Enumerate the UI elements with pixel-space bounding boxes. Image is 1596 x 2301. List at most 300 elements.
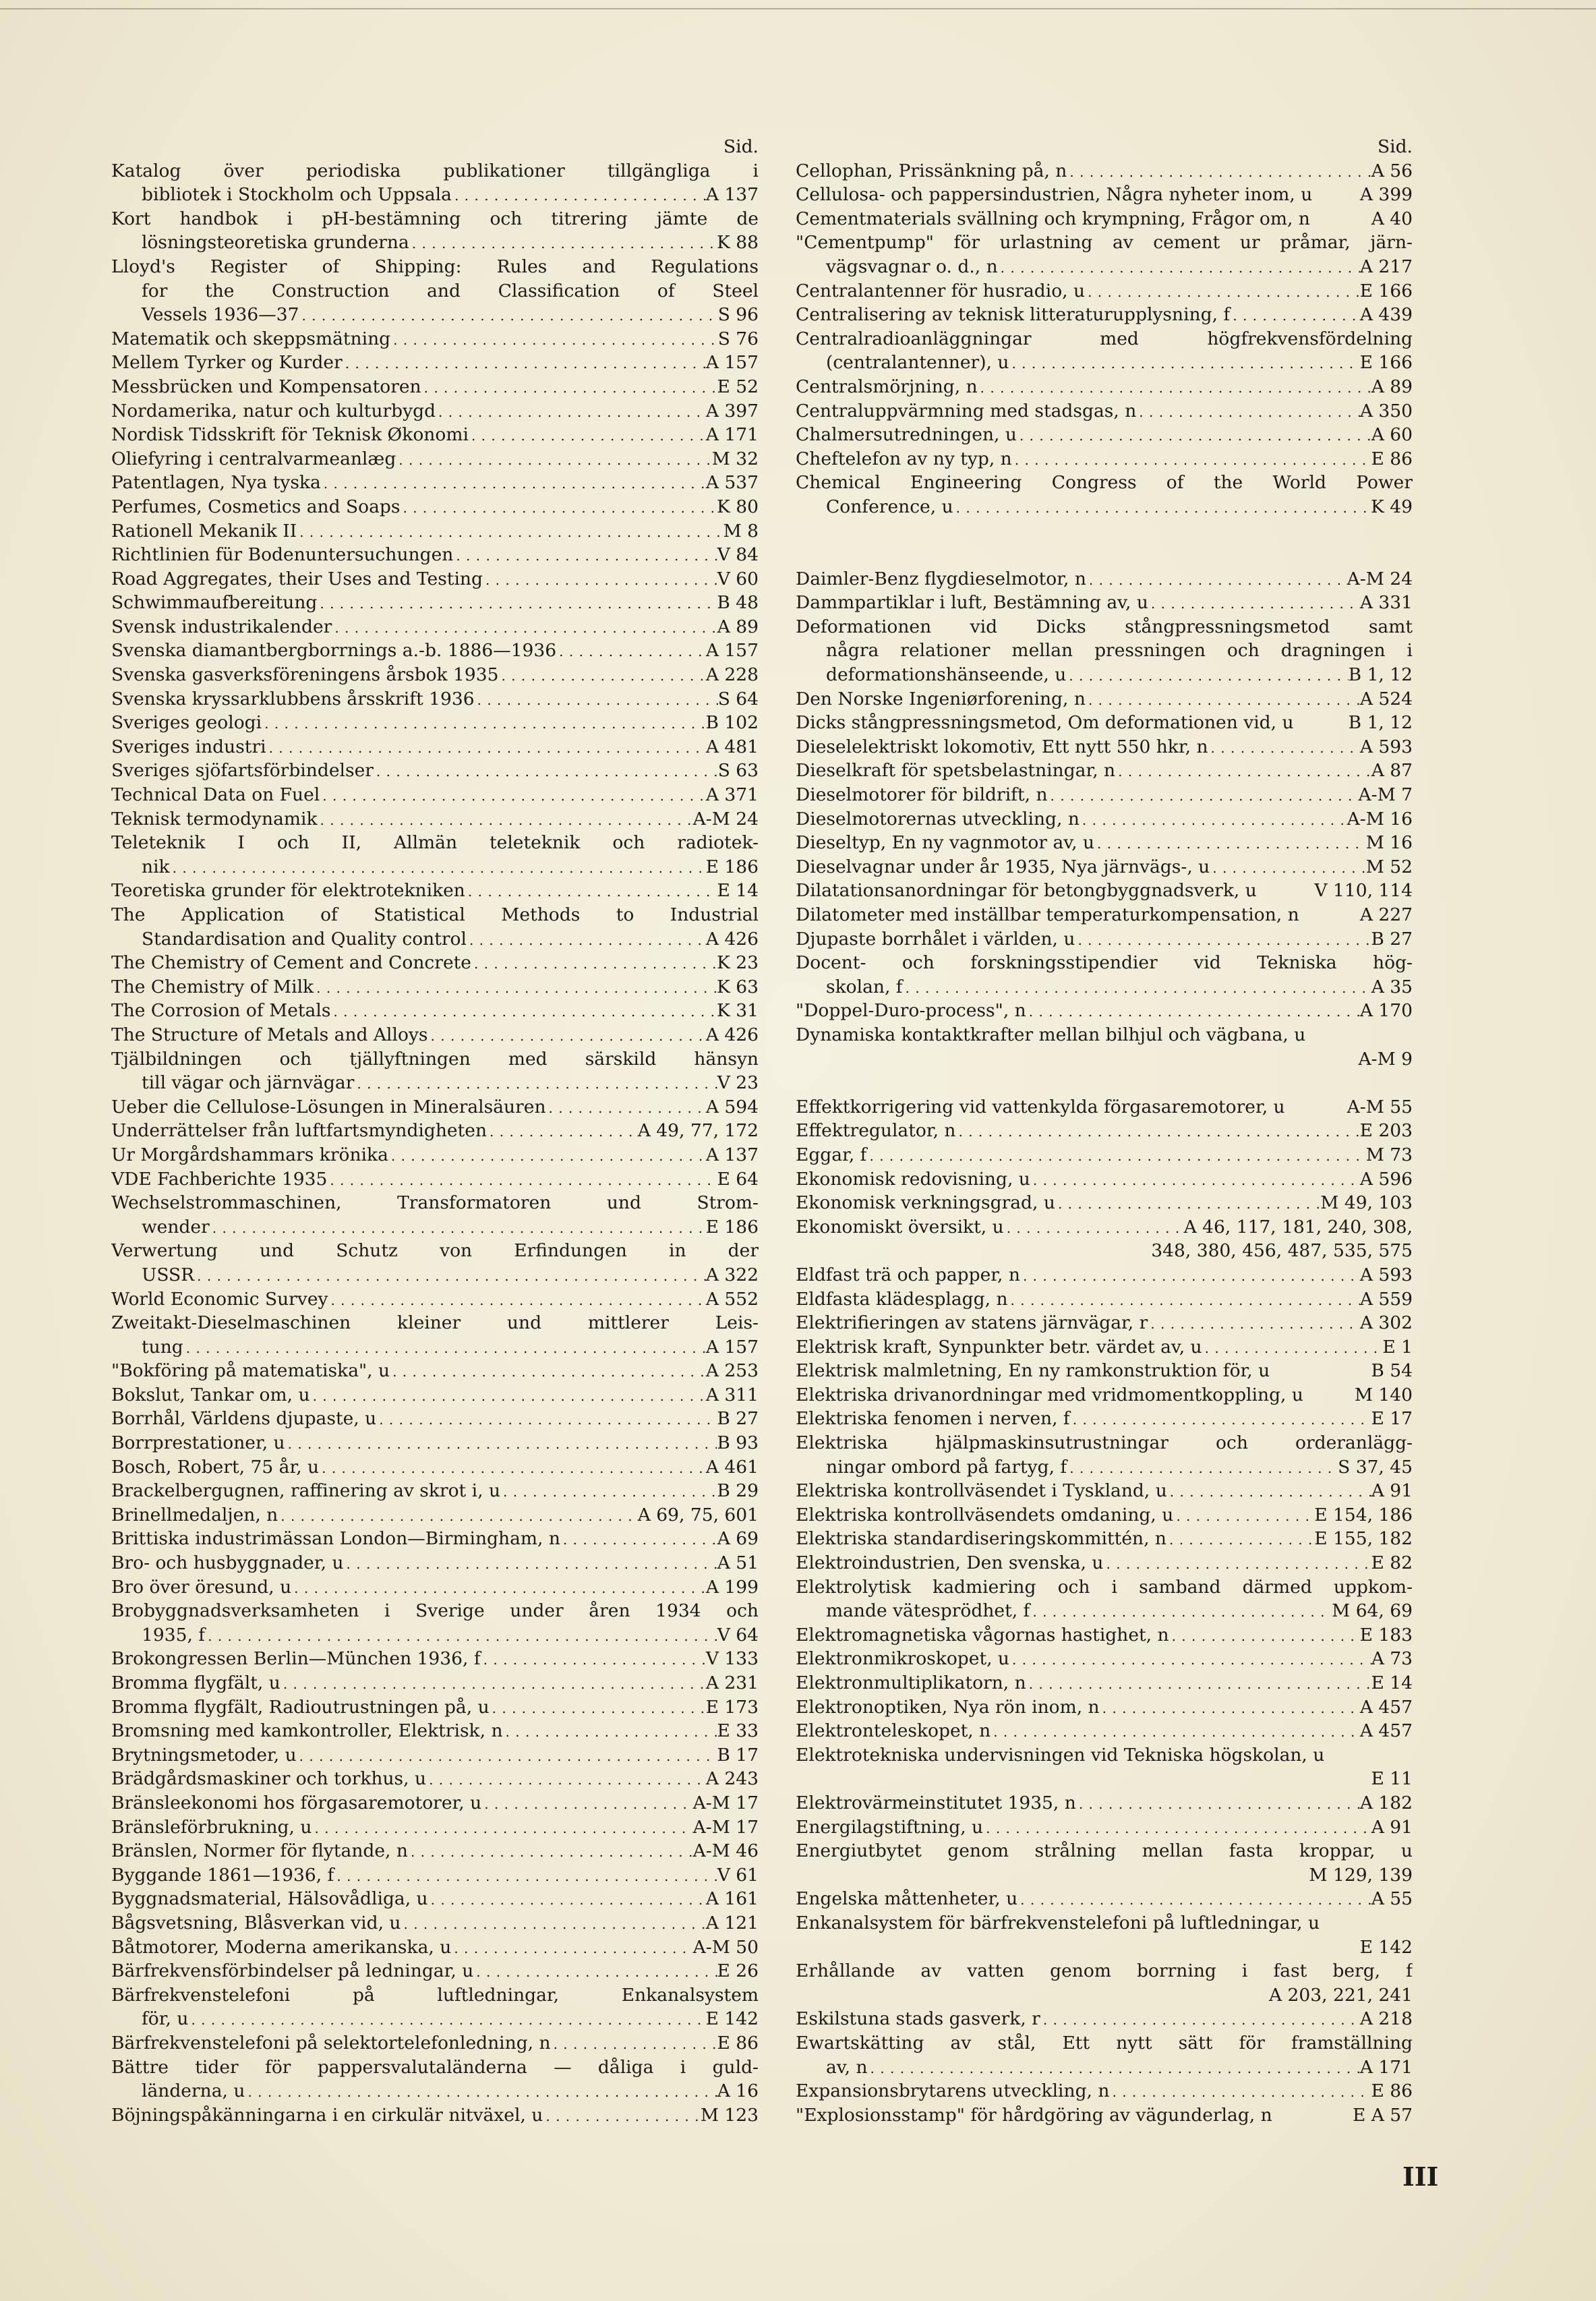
entry-title: Technical Data on Fuel <box>111 784 320 806</box>
dot-leader <box>983 1815 1371 1840</box>
entry-line <box>111 1815 759 1840</box>
entry-line <box>111 1767 759 1791</box>
entry-text-line: Deformationen vid Dicks stångpressningsmetod samt <box>796 616 1413 637</box>
index-entry <box>111 1551 759 1575</box>
dot-leader <box>330 999 717 1023</box>
entry-title: Elektriska fenomen i nerven, f <box>796 1408 1070 1430</box>
entry-line <box>796 1623 1413 1648</box>
entry-line <box>111 855 759 879</box>
index-entry <box>796 1839 1413 1887</box>
entry-line <box>796 447 1413 471</box>
index-entry <box>796 447 1413 471</box>
page-reference: E 86 <box>717 2032 759 2054</box>
dot-leader <box>297 1743 717 1768</box>
dot-leader <box>343 351 706 375</box>
index-entry <box>111 1887 759 1911</box>
dot-leader <box>374 759 718 783</box>
dot-leader <box>1086 687 1360 711</box>
index-entry <box>796 1335 1413 1360</box>
index-entry <box>111 351 759 375</box>
index-entry <box>796 2079 1413 2103</box>
entry-title: Elektronmikroskopet, u <box>796 1648 1010 1670</box>
entry-text-line: Kort handbok i pH-bestämning och titrering jämte de <box>111 208 759 229</box>
entry-line <box>111 351 759 375</box>
entry-title: Byggande 1861—1936, f <box>111 1864 334 1886</box>
index-entry <box>111 1479 759 1503</box>
index-entry <box>111 375 759 399</box>
entry-line <box>796 1335 1413 1360</box>
index-entry <box>111 759 759 783</box>
dot-leader <box>344 1551 717 1575</box>
page-reference: A 371 <box>705 784 759 806</box>
entry-line <box>111 1791 759 1815</box>
page-reference: A 397 <box>705 400 759 421</box>
index-entry <box>796 1479 1413 1503</box>
entry-title: Elektriska drivanordningar med vridmomentkoppling, u <box>796 1384 1303 1405</box>
entry-title: World Economic Survey <box>111 1288 328 1310</box>
index-entry <box>796 2103 1413 2128</box>
page-reference: E 33 <box>717 1720 759 1742</box>
entry-line <box>796 303 1413 327</box>
index-entry <box>111 2031 759 2056</box>
entry-text-line: några relationer mellan pressningen och dragningen i <box>826 640 1413 662</box>
entry-line <box>796 1599 1413 1623</box>
dot-leader <box>328 1287 705 1312</box>
page-reference: S 64 <box>717 688 759 709</box>
entry-line <box>111 927 759 952</box>
entry-title: Elektrotekniska undervisningen vid Tekniska högskolan, u <box>796 1744 1325 1766</box>
dot-leader <box>321 471 706 495</box>
page-reference: 348, 380, 456, 487, 535, 575 <box>1151 1240 1413 1262</box>
index-entry <box>111 903 759 951</box>
entry-reference-line <box>796 1239 1413 1263</box>
page-reference: A-M 17 <box>692 1792 759 1813</box>
page-reference: A 137 <box>705 1144 759 1165</box>
entry-title: till vägar och järnvägar <box>142 1072 355 1094</box>
dot-leader <box>320 783 706 807</box>
entry-line <box>111 1959 759 1983</box>
dot-leader <box>1030 1599 1332 1623</box>
entry-title: Eldfasta klädesplagg, n <box>796 1288 1008 1310</box>
page-reference: B 93 <box>717 1432 759 1454</box>
entry-line <box>796 759 1413 783</box>
entry-text-line: Centralradioanläggningar med högfrekvensfördelning <box>796 328 1413 349</box>
entry-reference-line <box>796 1983 1413 2008</box>
entry-line <box>111 687 759 711</box>
index-entry <box>796 2007 1413 2031</box>
dot-leader <box>1026 1671 1371 1695</box>
entry-line <box>111 1839 759 1863</box>
page-reference: E 14 <box>1371 1672 1413 1693</box>
page-reference: E 186 <box>705 1216 759 1237</box>
entry-text-line: Lloyd's Register of Shipping: Rules and Regulations <box>111 256 759 277</box>
dot-leader <box>471 951 717 975</box>
index-entry <box>796 1791 1413 1815</box>
entry-line <box>111 1095 759 1119</box>
index-entry <box>796 1383 1413 1407</box>
page-reference: V 133 <box>705 1648 759 1670</box>
entry-line <box>796 975 1413 999</box>
page-reference: E 183 <box>1359 1624 1413 1645</box>
entry-title: Elektrisk malmletning, En ny ramkonstruktion för, u <box>796 1360 1270 1382</box>
page-reference: V 23 <box>717 1072 759 1094</box>
page-reference: V 84 <box>717 544 759 566</box>
entry-title: Perfumes, Cosmetics and Soaps <box>111 496 401 517</box>
entry-line <box>796 1095 1413 1119</box>
page-reference: A 56 <box>1371 160 1413 181</box>
entry-title: Ekonomisk redovisning, u <box>796 1168 1030 1190</box>
page-reference: A 228 <box>705 664 759 686</box>
entry-title: Brokongressen Berlin—München 1936, f <box>111 1648 481 1670</box>
dot-leader <box>1048 783 1359 807</box>
entry-title: Expansionsbrytarens utveckling, n <box>796 2080 1110 2102</box>
page-reference: A 121 <box>705 1912 759 1933</box>
entry-title: Elektrisk kraft, Synpunkter betr. värdet av, u <box>796 1336 1202 1358</box>
page-reference: E 1 <box>1382 1336 1413 1358</box>
page-reference: E 154, 186 <box>1314 1504 1413 1525</box>
dot-leader <box>280 1671 706 1695</box>
page-reference: M 123 <box>700 2104 759 2126</box>
page-reference: B 1, 12 <box>1348 712 1413 734</box>
page-reference: A 253 <box>705 1360 759 1382</box>
entry-title: Bärfrekvensförbindelser på ledningar, u <box>111 1960 474 1982</box>
page-reference: E 64 <box>717 1168 759 1190</box>
entry-line <box>111 759 759 783</box>
entry-line <box>796 855 1413 879</box>
page-reference: A 60 <box>1371 424 1413 446</box>
page-reference: K 31 <box>717 1000 759 1022</box>
dot-leader <box>1115 759 1371 783</box>
dot-leader <box>1066 663 1348 687</box>
entry-title: Cellophan, Prissänkning på, n <box>796 160 1067 181</box>
page-reference: K 88 <box>717 232 759 254</box>
page-reference: B 17 <box>717 1744 759 1766</box>
index-entry <box>111 999 759 1023</box>
index-entry <box>796 903 1413 927</box>
entry-line <box>111 543 759 567</box>
page-reference: B 48 <box>717 592 759 614</box>
entry-line <box>796 1791 1413 1815</box>
page-reference: A 594 <box>705 1096 759 1117</box>
entry-title: Svenska gasverksföreningens årsbok 1935 <box>111 664 499 686</box>
entry-title: Ekonomisk verkningsgrad, u <box>796 1192 1055 1214</box>
page-reference: A 559 <box>1359 1288 1413 1310</box>
page-reference: B 27 <box>717 1408 759 1430</box>
index-entry <box>796 1623 1413 1648</box>
entry-title: Schwimmaufbereitung <box>111 592 318 614</box>
entry-line <box>111 2007 759 2031</box>
page-reference: A 231 <box>705 1672 759 1693</box>
dot-leader <box>183 1335 706 1360</box>
entry-title: Brinellmedaljen, n <box>111 1504 278 1525</box>
entry-title: Brittiska industrimässan London—Birmingham, n <box>111 1528 560 1550</box>
dot-leader <box>319 1455 706 1480</box>
index-entry <box>111 159 759 207</box>
dot-leader <box>473 1959 717 1983</box>
entry-title: Dammpartiklar i luft, Bestämning av, u <box>796 592 1148 614</box>
page-reference: A 91 <box>1371 1480 1413 1502</box>
entry-line <box>796 279 1413 303</box>
dot-leader <box>376 1407 717 1431</box>
page-reference: E 86 <box>1371 2080 1413 2102</box>
page-reference: A-M 9 <box>1358 1048 1413 1070</box>
index-entry <box>796 1191 1413 1215</box>
dot-leader <box>453 543 717 567</box>
entry-line <box>111 1071 759 1095</box>
index-entry <box>796 615 1413 687</box>
page-reference: A-M 24 <box>692 808 759 829</box>
entry-line <box>796 663 1413 687</box>
page-reference: A 461 <box>705 1456 759 1478</box>
entries-left <box>111 159 759 2128</box>
page-reference: A 439 <box>1359 304 1413 326</box>
entry-title: Dilatationsanordningar för betongbyggnadsverk, u <box>796 880 1257 902</box>
index-entry <box>796 999 1413 1023</box>
page-reference: M 129, 139 <box>1309 1864 1413 1886</box>
page-reference: A 49, 77, 172 <box>637 1120 759 1142</box>
index-entry <box>796 1743 1413 1791</box>
entry-line <box>796 495 1413 519</box>
page-reference: E 166 <box>1359 280 1413 301</box>
entry-title: vägsvagnar o. d., n <box>826 256 998 277</box>
index-entry <box>796 879 1413 903</box>
entry-line <box>796 183 1413 207</box>
entry-line <box>111 1383 759 1407</box>
dot-leader <box>1210 855 1365 879</box>
dot-leader <box>956 1119 1360 1143</box>
dot-leader <box>451 1935 692 1960</box>
page-reference: A 218 <box>1359 2008 1413 2030</box>
index-entry <box>111 1143 759 1167</box>
entry-line <box>111 423 759 447</box>
entry-line <box>796 687 1413 711</box>
page-reference: A 350 <box>1359 400 1413 421</box>
index-entry <box>796 1695 1413 1720</box>
dot-leader <box>503 1719 717 1743</box>
dot-leader <box>998 255 1360 279</box>
index-entry <box>111 207 759 255</box>
entry-line <box>111 399 759 424</box>
dot-leader <box>1067 1455 1338 1480</box>
entry-line <box>111 1023 759 1047</box>
dot-leader <box>1104 1551 1371 1575</box>
entry-line <box>796 2007 1413 2031</box>
entry-title: Dieselelektriskt lokomotiv, Ett nytt 550 hkr, n <box>796 736 1208 757</box>
index-entry <box>796 207 1413 231</box>
index-entry <box>111 1647 759 1671</box>
index-entry <box>796 1911 1413 1959</box>
index-entry <box>111 1359 759 1383</box>
index-entry <box>796 711 1413 735</box>
page-reference: A 243 <box>705 1768 759 1790</box>
entry-line <box>796 831 1413 855</box>
entry-line <box>796 1119 1413 1143</box>
dot-leader <box>1020 1263 1360 1287</box>
entry-title: Nordamerika, natur och kulturbygd <box>111 400 436 421</box>
page-reference: A 73 <box>1371 1648 1413 1670</box>
entry-title: Centralsmörjning, n <box>796 376 978 397</box>
dot-leader <box>481 1791 692 1815</box>
dot-leader <box>1167 1479 1371 1503</box>
entry-line <box>796 1695 1413 1720</box>
page-reference: A-M 17 <box>692 1816 759 1838</box>
entry-title: Båtmotorer, Moderna amerikanska, u <box>111 1936 452 1958</box>
entry-line <box>111 1503 759 1527</box>
page-reference: E A 57 <box>1352 2104 1413 2126</box>
entry-title: Dieseltyp, En ny vagnmotor av, u <box>796 832 1095 854</box>
entry-text-line: Elektrolytisk kadmiering och i samband därmed uppkom- <box>796 1576 1413 1598</box>
page-reference: A-M 7 <box>1358 784 1413 806</box>
index-entry <box>111 1191 759 1239</box>
page-reference: E 11 <box>1371 1768 1413 1790</box>
entry-title: Teknisk termodynamik <box>111 808 318 829</box>
entry-title: Elektriska kontrollväsendet i Tyskland, u <box>796 1480 1167 1502</box>
index-entry <box>796 1119 1413 1143</box>
entry-line <box>111 1623 759 1648</box>
entry-title: Brädgårdsmaskiner och torkhus, u <box>111 1768 427 1790</box>
page-reference: V 110, 114 <box>1314 880 1413 902</box>
entry-line <box>111 1119 759 1143</box>
dot-leader <box>188 2007 705 2031</box>
entry-line <box>111 1143 759 1167</box>
entry-line <box>796 2103 1413 2128</box>
index-entry <box>111 1599 759 1647</box>
index-entry <box>111 975 759 999</box>
entry-title: "Bokföring på matematiska", u <box>111 1360 390 1382</box>
index-entry <box>111 1407 759 1431</box>
dot-leader <box>421 375 717 399</box>
index-entry <box>111 1935 759 1960</box>
index-entry <box>111 255 759 327</box>
entry-title: Dilatometer med inställbar temperaturkompensation, n <box>796 904 1299 925</box>
entry-title: Svenska diamantbergborrnings a.-b. 1886—1936 <box>111 640 557 662</box>
dot-leader <box>1166 1527 1314 1551</box>
index-entry <box>111 327 759 351</box>
entry-title: Svenska kryssarklubbens årsskrift 1936 <box>111 688 475 709</box>
page-reference: S 76 <box>717 328 759 349</box>
entry-line <box>796 1647 1413 1671</box>
index-entry <box>111 1527 759 1551</box>
page-reference: M 49, 103 <box>1320 1192 1413 1214</box>
entry-title: Enkanalsystem för bärfrekvenstelefoni på luftledningar, u <box>796 1912 1320 1933</box>
entry-title: Messbrücken und Kompensatoren <box>111 376 421 397</box>
dot-leader <box>1173 1503 1314 1527</box>
entry-title: Centralisering av teknisk litteraturupplysning, f <box>796 304 1231 326</box>
index-entry <box>111 423 759 447</box>
entry-line <box>796 1023 1413 1047</box>
page-reference: B 29 <box>717 1480 759 1502</box>
entry-title: Dieselmotorernas utveckling, n <box>796 808 1080 829</box>
dot-leader <box>1009 1647 1371 1671</box>
entry-title: Bränslen, Normer för flytande, n <box>111 1840 408 1862</box>
index-entry <box>796 831 1413 855</box>
dot-leader <box>1100 1695 1360 1720</box>
entry-line <box>796 1359 1413 1383</box>
index-entry <box>111 711 759 735</box>
dot-leader <box>1076 1791 1360 1815</box>
page-reference: E 203 <box>1359 1120 1413 1142</box>
page-reference: A 157 <box>705 640 759 662</box>
entry-title: Cementmaterials svällning och krympning, Frågor om, n <box>796 208 1310 229</box>
dot-leader <box>297 519 723 544</box>
entry-line <box>111 495 759 519</box>
page-reference: A 199 <box>705 1576 759 1598</box>
dot-leader <box>868 2056 1360 2080</box>
index-entry <box>111 1383 759 1407</box>
entry-line <box>796 1887 1413 1911</box>
page-reference: A-M 24 <box>1347 568 1413 589</box>
index-entry <box>111 471 759 495</box>
index-entry <box>111 783 759 807</box>
entry-title: Daimler-Benz flygdieselmotor, n <box>796 568 1086 589</box>
entry-line <box>111 1479 759 1503</box>
entry-title: Elektrovärmeinstitutet 1935, n <box>796 1792 1076 1813</box>
entry-line <box>796 1215 1413 1240</box>
page-reference: A 40 <box>1371 208 1413 229</box>
entry-line <box>796 1263 1413 1287</box>
index-entry <box>111 1431 759 1455</box>
entry-title: VDE Fachberichte 1935 <box>111 1168 328 1190</box>
entry-reference-line <box>796 1767 1413 1791</box>
entry-line <box>796 423 1413 447</box>
dot-leader <box>1008 1287 1360 1312</box>
dot-leader <box>1086 567 1347 591</box>
index-entry <box>796 735 1413 759</box>
entry-title: Richtlinien für Bodenuntersuchungen <box>111 544 454 566</box>
index-entry <box>796 1359 1413 1383</box>
dot-leader <box>467 927 706 952</box>
entry-title: Conference, u <box>826 496 953 517</box>
entry-title: länderna, u <box>142 2080 245 2102</box>
entry-line <box>796 735 1413 759</box>
entry-title: Teoretiska grunder för elektrotekniken <box>111 880 465 902</box>
column-header-sid: Sid. <box>723 136 759 157</box>
index-entry <box>796 231 1413 279</box>
entry-title: Borrhål, Världens djupaste, u <box>111 1408 377 1430</box>
index-entry <box>111 1719 759 1743</box>
page-reference: S 37, 45 <box>1338 1456 1413 1478</box>
page-reference: A 91 <box>1371 1816 1413 1838</box>
page-reference: A 593 <box>1359 1264 1413 1285</box>
entry-title: USSR <box>142 1264 195 1285</box>
entry-title: Nordisk Tidsskrift för Teknisk Økonomi <box>111 424 469 446</box>
dot-leader <box>390 1359 706 1383</box>
entries-right <box>796 159 1413 2128</box>
section-gap <box>796 519 1413 567</box>
entry-text-line: Chemical Engineering Congress of the World Power <box>796 472 1413 494</box>
entry-title: "Explosionsstamp" för hårdgöring av vägunderlag, n <box>796 2104 1272 2126</box>
entry-title: Bromma flygfält, Radioutrustningen på, u <box>111 1696 490 1718</box>
column-header-sid: Sid. <box>1377 136 1413 157</box>
index-entry <box>111 951 759 975</box>
index-entry <box>111 567 759 591</box>
top-rule <box>0 8 1596 9</box>
entry-line <box>111 471 759 495</box>
dot-leader <box>546 1095 706 1119</box>
dot-leader <box>332 615 717 639</box>
page-reference: A 217 <box>1359 256 1413 277</box>
entry-title: tung <box>142 1336 183 1358</box>
entry-line <box>111 1695 759 1720</box>
entry-line <box>111 951 759 975</box>
entry-line <box>111 1863 759 1888</box>
entry-line <box>111 2079 759 2103</box>
entry-line <box>111 1263 759 1287</box>
entry-title: The Structure of Metals and Alloys <box>111 1024 428 1045</box>
entry-title: Bro över öresund, u <box>111 1576 292 1598</box>
page-reference: K 80 <box>717 496 759 517</box>
entry-line <box>796 591 1413 615</box>
